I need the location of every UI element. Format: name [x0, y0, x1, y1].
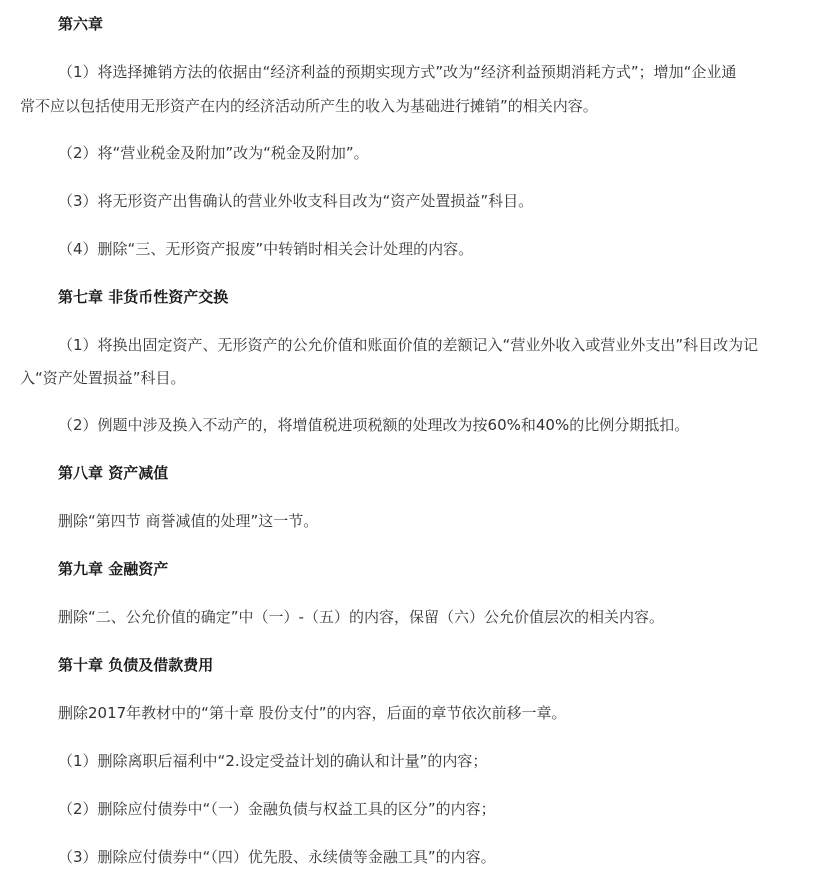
chapter-10-item-2: （2）删除应付债券中“（一）金融负债与权益工具的区分”的内容； [58, 800, 496, 818]
chapter-10-item-3: （3）删除应付债券中“（四）优先股、永续债等金融工具”的内容。 [58, 848, 496, 866]
chapter-7-item-2: （2）例题中涉及换入不动产的，将增值税进项税额的处理改为按60%和40%的比例分期抵扣。 [58, 416, 690, 434]
chapter-9-text: 删除“二、公允价值的确定”中（一）-（五）的内容，保留（六）公允价值层次的相关内容。 [58, 608, 664, 626]
chapter-6-item-1-line-2: 常不应以包括使用无形资产在内的经济活动所产生的收入为基础进行摊销”的相关内容。 [20, 97, 598, 115]
chapter-9-title: 第九章 金融资产 [58, 560, 169, 578]
chapter-6-item-1-line-1: （1）将选择摊销方法的依据由“经济利益的预期实现方式”改为“经济利益预期消耗方式”；增加“企业通 [58, 63, 737, 81]
chapter-10-title: 第十章 负债及借款费用 [58, 656, 214, 674]
chapter-7-title: 第七章 非货币性资产交换 [58, 288, 229, 306]
chapter-6-item-3: （3）将无形资产出售确认的营业外收支科目改为“资产处置损益”科目。 [58, 192, 534, 210]
chapter-6-title: 第六章 [58, 15, 104, 33]
chapter-10-intro: 删除2017年教材中的“第十章 股份支付”的内容，后面的章节依次前移一章。 [58, 704, 567, 722]
chapter-6-item-2: （2）将“营业税金及附加”改为“税金及附加”。 [58, 144, 369, 162]
chapter-7-item-1-line-1: （1）将换出固定资产、无形资产的公允价值和账面价值的差额记入“营业外收入或营业外支出”科目改为记 [58, 336, 759, 354]
chapter-10-item-1: （1）删除离职后福利中“2.设定受益计划的确认和计量”的内容； [58, 752, 488, 770]
chapter-8-title: 第八章 资产减值 [58, 464, 169, 482]
chapter-7-item-1-line-2: 入“资产处置损益”科目。 [20, 369, 186, 387]
chapter-8-text: 删除“第四节 商誉减值的处理”这一节。 [58, 512, 319, 530]
chapter-6-item-4: （4）删除“三、无形资产报废”中转销时相关会计处理的内容。 [58, 240, 474, 258]
